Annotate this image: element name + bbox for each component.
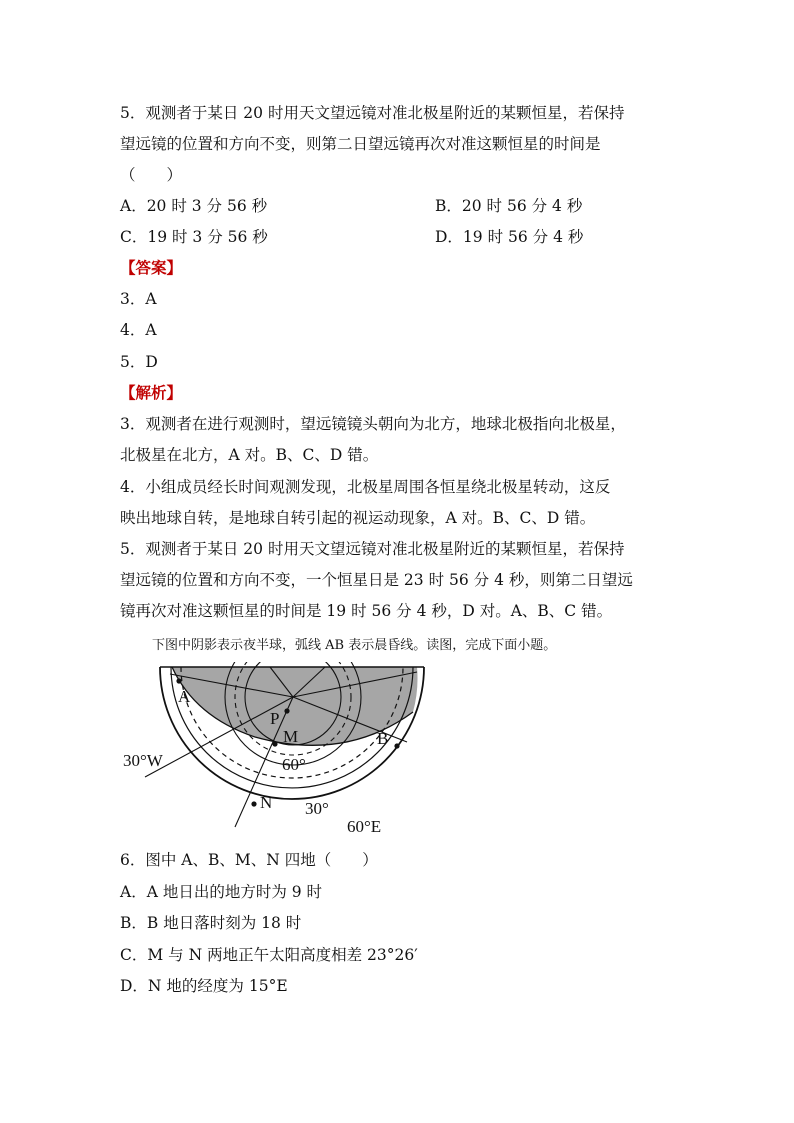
answer-heading: 【答案】	[120, 258, 183, 277]
answer-item-4: 4．A	[120, 321, 157, 339]
answer-item-5: 5．D	[120, 353, 158, 371]
analysis-4-line1: 4．小组成员经长时间观测发现，北极星周围各恒星绕北极星转动，这反	[120, 478, 611, 496]
label-60e: 60°E	[347, 817, 382, 836]
q5-stem-line1: 5．观测者于某日 20 时用天文望远镜对准北极星附近的某颗恒星，若保持	[120, 104, 625, 122]
analysis-4-line2: 映出地球自转，是地球自转引起的视运动现象，A 对。B、C、D 错。	[120, 509, 596, 527]
q5-option-a: A．20 时 3 分 56 秒	[120, 197, 268, 215]
q6-option-c: C．M 与 N 两地正午太阳高度相差 23°26′	[120, 946, 418, 964]
point-p	[284, 708, 289, 713]
point-b	[394, 743, 399, 748]
label-60-deg: 60°	[282, 755, 306, 774]
analysis-5-line2: 望远镜的位置和方向不变，一个恒星日是 23 时 56 分 4 秒，则第二日望远	[120, 571, 633, 589]
q6-option-d: D．N 地的经度为 15°E	[120, 977, 288, 995]
q5-options-row2	[120, 227, 620, 247]
q5-option-b: B．20 时 56 分 4 秒	[435, 197, 583, 215]
q5-options-row1	[120, 196, 620, 216]
q6-option-a: A．A 地日出的地方时为 9 时	[120, 883, 323, 901]
q5-option-d: D．19 时 56 分 4 秒	[435, 228, 584, 246]
polar-projection-figure	[115, 662, 435, 842]
answer-item-3: 3．A	[120, 290, 157, 308]
q5-option-c: C．19 时 3 分 56 秒	[120, 228, 268, 246]
q6-stem: 6．图中 A、B、M、N 四地（ ）	[120, 851, 378, 869]
label-n: N	[260, 793, 273, 812]
analysis-3-line2: 北极星在北方，A 对。B、C、D 错。	[120, 446, 379, 464]
q6-option-b: B．B 地日落时刻为 18 时	[120, 914, 302, 932]
label-m: M	[283, 727, 299, 746]
label-a: A	[178, 687, 191, 706]
point-a	[176, 678, 181, 683]
figure-caption: 下图中阴影表示夜半球，弧线 AB 表示晨昏线。读图，完成下面小题。	[152, 638, 557, 653]
q5-stem-line2: 望远镜的位置和方向不变，则第二日望远镜再次对准这颗恒星的时间是	[120, 135, 601, 153]
point-n	[251, 801, 256, 806]
analysis-5-line1: 5．观测者于某日 20 时用天文望远镜对准北极星附近的某颗恒星，若保持	[120, 540, 625, 558]
label-30w: 30°W	[123, 751, 163, 770]
label-30-deg: 30°	[305, 799, 329, 818]
q5-answer-paren: （ ）	[120, 166, 183, 184]
analysis-5-line3: 镜再次对准这颗恒星的时间是 19 时 56 分 4 秒，D 对。A、B、C 错。	[120, 602, 613, 620]
label-b: B	[377, 729, 389, 748]
analysis-heading: 【解析】	[120, 383, 183, 402]
analysis-3-line1: 3．观测者在进行观测时，望远镜镜头朝向为北方，地球北极指向北极星，	[120, 415, 626, 433]
label-p: P	[270, 709, 280, 728]
point-m	[272, 741, 277, 746]
